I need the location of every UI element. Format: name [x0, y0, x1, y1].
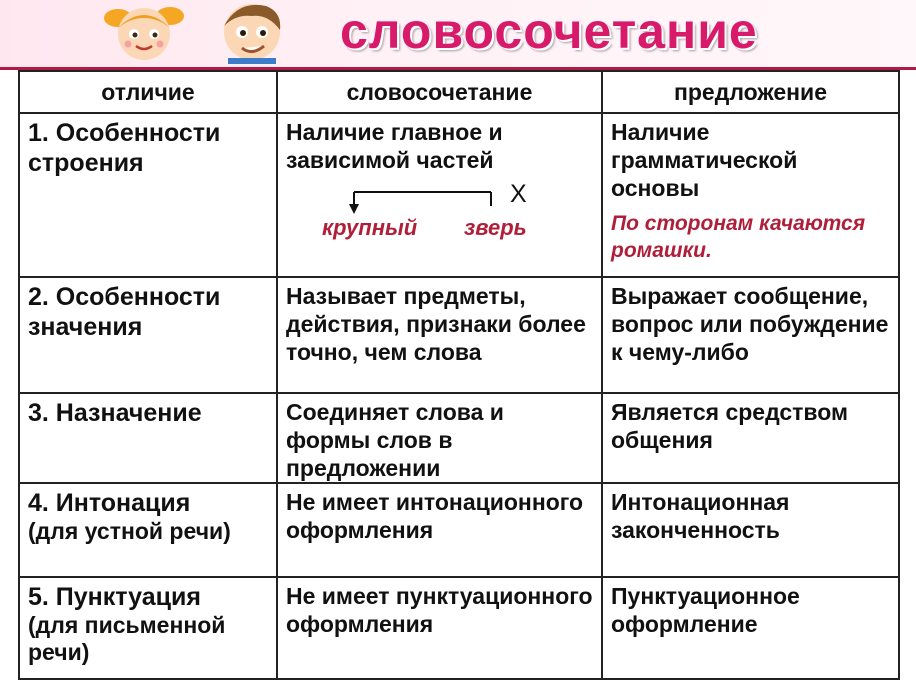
- table-row: [19, 577, 899, 679]
- boy-cartoon-icon: [224, 4, 280, 64]
- sentence-example: По сторонам качаются ромашки.: [611, 212, 866, 262]
- sentence-cell: [602, 577, 899, 679]
- table-row: [19, 277, 899, 393]
- sentence-text: Пунктуационное оформление: [611, 583, 800, 637]
- main-word: зверь: [464, 215, 527, 240]
- feature-cell: [19, 577, 277, 679]
- phrase-text: Не имеет интонационного оформления: [286, 489, 584, 543]
- sentence-cell: [602, 393, 899, 483]
- sentence-cell: [602, 277, 899, 393]
- sentence-text: Выражает сообщение, вопрос или побуждение к чему-либо: [611, 283, 889, 365]
- phrase-cell: [277, 393, 602, 483]
- sentence-cell: [602, 483, 899, 577]
- table-row: [19, 393, 899, 483]
- sentence-cell: [602, 113, 899, 277]
- kids-illustration: [88, 0, 298, 64]
- phrase-cell: [277, 277, 602, 393]
- feature-label: 5. Пунктуация: [28, 583, 201, 611]
- feature-label: 1. Особенности строения: [28, 119, 221, 177]
- main-word-mark: X: [510, 180, 527, 208]
- phrase-cell: [277, 577, 602, 679]
- sentence-text: Является средством общения: [611, 399, 849, 453]
- column-header-sentence: предложение: [602, 71, 899, 113]
- feature-label: 4. Интонация: [28, 489, 191, 517]
- feature-sublabel: (для письменной речи): [28, 612, 226, 665]
- feature-label: 2. Особенности значения: [28, 283, 221, 341]
- feature-cell: [19, 483, 277, 577]
- table-header-row: [19, 71, 899, 113]
- sentence-text: Наличие грамматической основы: [611, 119, 798, 201]
- phrase-text: Наличие главное и зависимой частей: [286, 119, 503, 173]
- phrase-text: Не имеет пунктуационного оформления: [286, 583, 593, 637]
- feature-cell: [19, 113, 277, 277]
- phrase-cell: [277, 113, 602, 277]
- phrase-structure-diagram: [286, 180, 593, 246]
- table-row: [19, 113, 899, 277]
- feature-label: 3. Назначение: [28, 399, 202, 427]
- sentence-text: Интонационная законченность: [611, 489, 790, 543]
- feature-sublabel: (для устной речи): [28, 518, 231, 544]
- feature-cell: [19, 277, 277, 393]
- comparison-table: [18, 70, 900, 680]
- table-row: [19, 483, 899, 577]
- phrase-text: Соединяет слова и формы слов в предложении: [286, 399, 504, 481]
- feature-cell: [19, 393, 277, 483]
- column-header-difference: отличие: [19, 71, 277, 113]
- dependent-word: крупный: [322, 215, 418, 240]
- phrase-cell: [277, 483, 602, 577]
- phrase-text: Называет предметы, действия, признаки более точно, чем слова: [286, 283, 586, 365]
- girl-cartoon-icon: [104, 7, 184, 60]
- column-header-phrase: словосочетание: [277, 71, 602, 113]
- page-title: словосочетание: [340, 3, 758, 59]
